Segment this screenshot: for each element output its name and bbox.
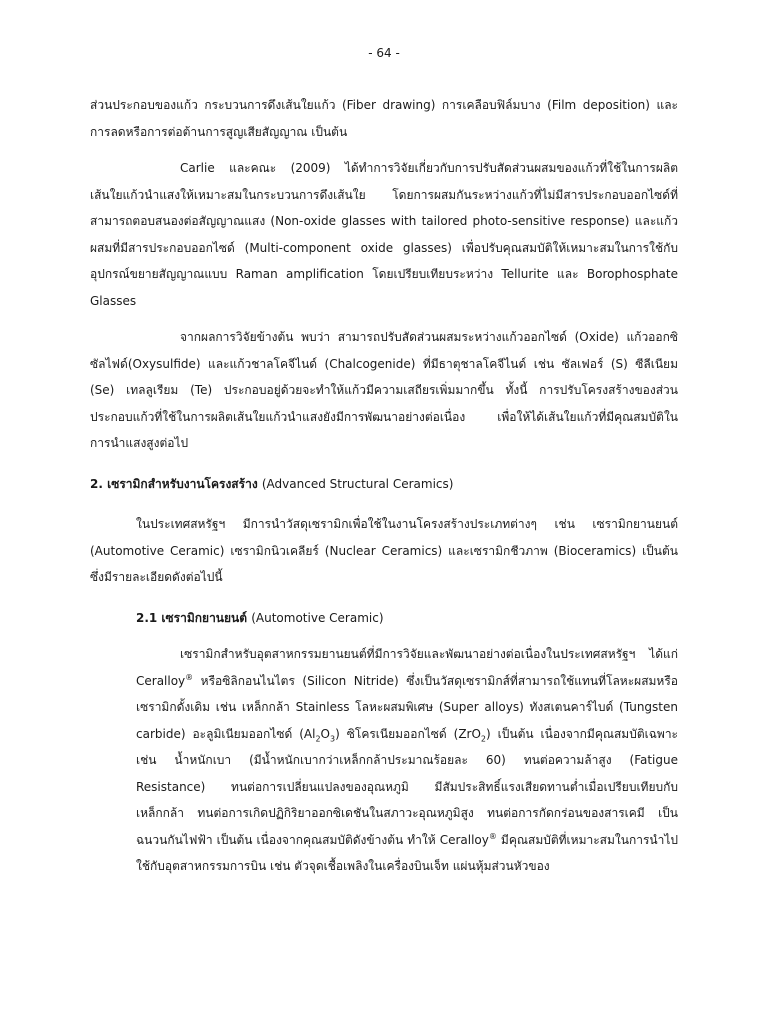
text-run: O [320, 726, 330, 741]
subsection-heading-latin: (Automotive Ceramic) [251, 610, 384, 625]
section-heading-thai: 2. เซรามิกสำหรับงานโครงสร้าง [90, 476, 258, 491]
text-run: มีคุณสมบัติที่เหมาะสมในการนำไปใช้กับอุตสาหกรรมการบิน เช่น ตัวจุดเชื้อเพลิงในเครื่องบินเจ็ท แผ่นหุ้มส่วนหัวของ [136, 832, 679, 873]
paragraph-carlie-research: Carlie และคณะ (2009) ได้ทำการวิจัยเกี่ยวกับการปรับสัดส่วนผสมของแก้วที่ใช้ในการผลิตเส้นใยแก้วนำแสงให้เหมาะสมในกระบวนการดึงเส้นใย โดยการผสมกันระหว่างแก้วที่ไม่มีสารประกอบออกไซด์ที่สามารถตอบสนองต่อสัญญาณแสง (Non-oxide glasses with tailored photo-sensitive response) และแก้วผสมที่มีสารประกอบออกไซด์ (Multi-component oxide glasses) เพื่อปรับคุณสมบัติให้เหมาะสมในการใช้กับอุปกรณ์ขยายสัญญาณแบบ Raman amplification โดยเปรียบเทียบระหว่าง Tellurite และ Borophosphate Glasses [90, 161, 678, 308]
subscript: 3 [330, 733, 336, 743]
registered-mark: ® [488, 831, 497, 841]
subsection-heading-thai: 2.1 เซรามิกยานยนต์ [136, 610, 248, 625]
text-run: เซรามิกสำหรับอุตสาหกรรมยานยนต์ที่มีการวิจัยและพัฒนาอย่างต่อเนื่องในประเทศสหรัฐฯ ได้แก่ Ceralloy [136, 647, 678, 688]
subsection-heading-automotive-ceramic [90, 605, 678, 632]
paragraph-continuation: ส่วนประกอบของแก้ว กระบวนการดึงเส้นใยแก้ว (Fiber drawing) การเคลือบฟิล์มบาง (Film deposition) และการลดหรือการต่อต้านการสูญเสียสัญญาณ เป็นต้น [90, 98, 678, 139]
text-run: หรือซิลิกอนไนไตร (Silicon Nitride) ซึ่งเป็นวัสดุเซรามิกส์ที่สามารถใช้แทนที่โลหะผสมหรือเซรามิกดั้งเดิม เช่น เหล็กกล้า Stainless โลหะผสมพิเศษ (Super alloys) ทังสเตนคาร์ไบด์ (Tungsten carbide) อะลูมิเนียมออกไซด์ (Al [136, 673, 678, 741]
registered-mark: ® [185, 672, 194, 682]
paragraph-us-ceramics: ในประเทศสหรัฐฯ มีการนำวัสดุเซรามิกเพื่อใช้ในงานโครงสร้างประเภทต่างๆ เช่น เซรามิกยานยนต์ (Automotive Ceramic) เซรามิกนิวเคลียร์ (Nuclear Ceramics) และเซรามิกชีวภาพ (Bioceramics) เป็นต้น ซึ่งมีรายละเอียดดังต่อไปนี้ [90, 517, 678, 584]
section-heading-latin: (Advanced Structural Ceramics) [261, 476, 454, 491]
text-run: ) ซิโครเนียมออกไซด์ (ZrO [335, 726, 481, 741]
paragraph-research-results: จากผลการวิจัยข้างต้น พบว่า สามารถปรับสัดส่วนผสมระหว่างแก้วออกไซด์ (Oxide) แก้วออกซิซัลไฟด์(Oxysulfide) และแก้วชาลโคจีไนด์ (Chalcogenide) ที่มีธาตุชาลโคจีไนด์ เช่น ซัลเฟอร์ (S) ซีลีเนียม (Se) เทลลูเรียม (Te) ประกอบอยู่ด้วยจะทำให้แก้วมีความเสถียรเพิ่มมากขึ้น ทั้งนี้ การปรับโครงสร้างของส่วนประกอบแก้วที่ใช้ในการผลิตเส้นใยแก้วนำแสงยังมีการพัฒนาอย่างต่อเนื่อง เพื่อให้ได้เส้นใยแก้วที่มีคุณสมบัติในการนำแสงสูงต่อไป [90, 330, 678, 450]
text-run: ) เป็นต้น เนื่องจากมีคุณสมบัติเฉพาะ เช่น น้ำหนักเบา (มีน้ำหนักเบากว่าเหล็กกล้าประมาณร้อยละ 60) ทนต่อความล้าสูง (Fatigue Resistance) ทนต่อการเปลี่ยนแปลงของอุณหภูมิ มีสัมประสิทธิ์แรงเสียดทานต่ำเมื่อเปรียบเทียบกับเหล็กกล้า ทนต่อการเกิดปฏิกิริยาออกซิเดชันในสภาวะอุณหภูมิสูง ทนต่อการกัดกร่อนของสารเคมี เป็นฉนวนกันไฟฟ้า เป็นต้น เนื่องจากคุณสมบัติดังข้างต้น ทำให้ Ceralloy [136, 726, 678, 847]
page-number: - 64 - [368, 46, 400, 60]
subscript: 2 [480, 733, 487, 743]
section-heading-structural-ceramics [90, 471, 678, 498]
page-body [90, 92, 678, 880]
paragraph-ceralloy [90, 641, 678, 880]
subscript: 2 [315, 733, 321, 743]
